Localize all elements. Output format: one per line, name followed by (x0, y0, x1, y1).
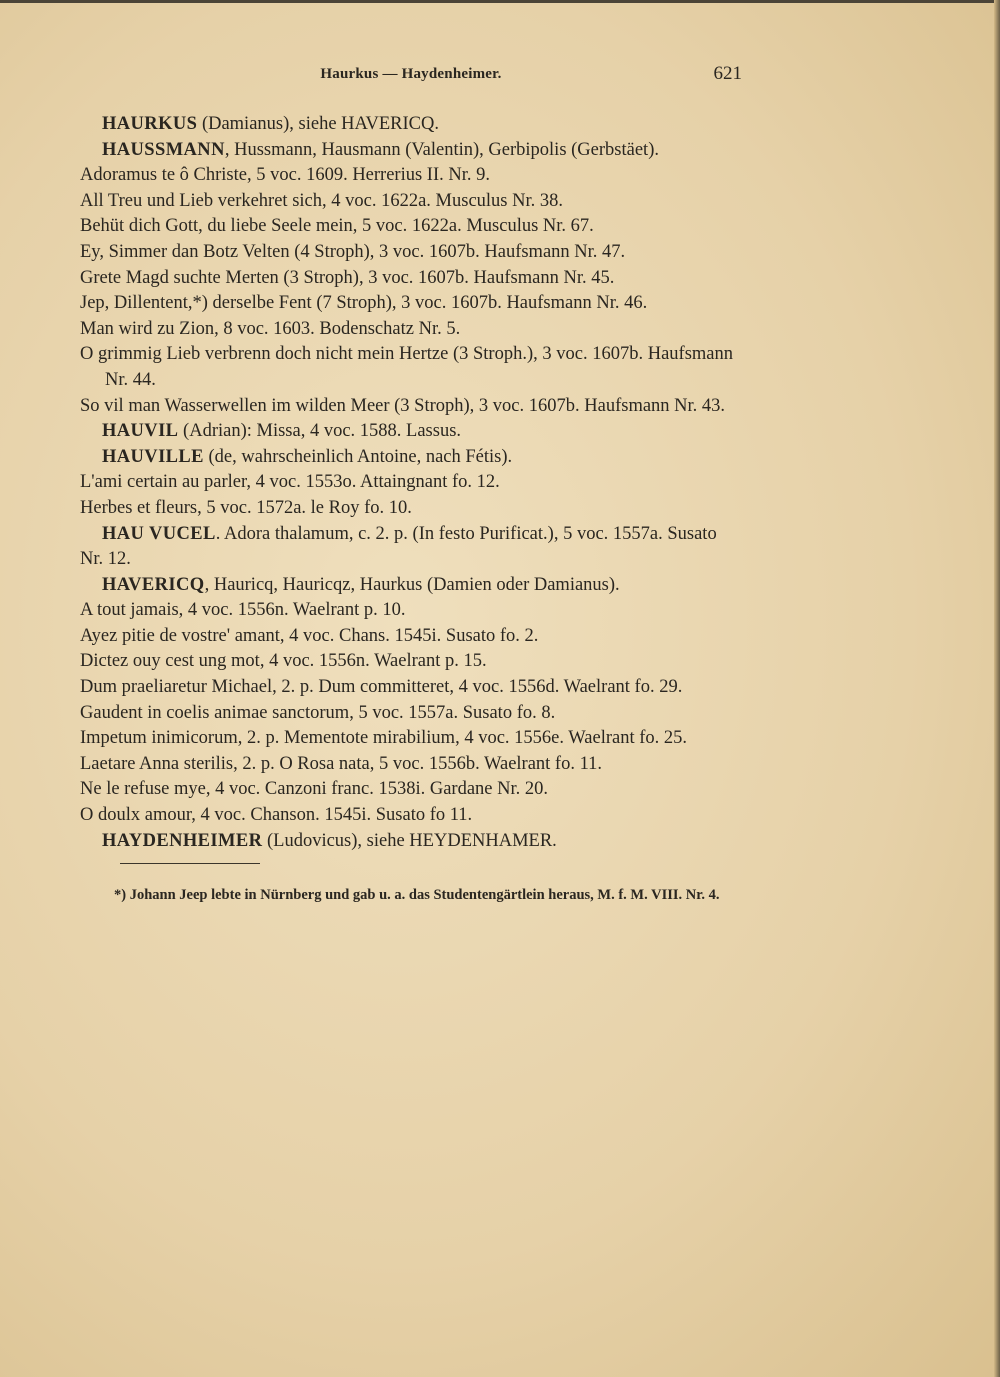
page-body (80, 112, 742, 906)
entry-hauvil (80, 419, 742, 445)
entry-text: (Damianus), siehe HAVERICQ. (197, 114, 439, 134)
work-entry: Dum praeliaretur Michael, 2. p. Dum committeret, 4 voc. 1556d. Waelrant fo. 29. (80, 677, 683, 698)
work-entry: All Treu und Lieb verkehret sich, 4 voc. 1622a. Musculus Nr. 38. (80, 190, 563, 211)
work-entry: Adoramus te ô Christe, 5 voc. 1609. Herrerius II. Nr. 9. (80, 165, 490, 186)
entry-name: HAURKUS (102, 114, 198, 134)
entry-text: (de, wahrscheinlich Antoine, nach Fétis). (203, 446, 513, 467)
work-entry: O grimmig Lieb verbrenn doch nicht mein Hertze (3 Stroph.), 3 voc. 1607b. Haufsmann Nr. 44. (80, 344, 733, 390)
work-entry: Ey, Simmer dan Botz Velten (4 Stroph), 3 voc. 1607b. Haufsmann Nr. 47. (80, 241, 626, 262)
entry-name: HAVERICQ (102, 574, 205, 595)
entry-text: . Adora thalamum, c. 2. p. (In festo Purificat.), 5 voc. 1557a. Susato Nr. 12. (80, 523, 717, 570)
entry-haussmann (80, 138, 742, 164)
work-entry: Gaudent in coelis animae sanctorum, 5 voc. 1557a. Susato fo. 8. (80, 702, 556, 723)
entry-text: , Hauricq, Hauricqz, Haurkus (Damien oder Damianus). (204, 574, 620, 595)
page-number: 621 (713, 63, 742, 84)
work-entry: O doulx amour, 4 voc. Chanson. 1545i. Susato fo 11. (80, 805, 473, 826)
entry-havericq (80, 573, 742, 599)
entry-text: (Ludovicus), siehe HEYDENHAMER. (262, 830, 557, 851)
running-title: Haurkus — Haydenheimer. (320, 66, 502, 82)
entry-hau-vucel (80, 522, 742, 573)
entry-text: , Hussmann, Hausmann (Valentin), Gerbipolis (Gerbstäet). (224, 139, 659, 160)
entry-hauville (80, 445, 742, 471)
work-entry: Jep, Dillentent,*) derselbe Fent (7 Stroph), 3 voc. 1607b. Haufsmann Nr. 46. (80, 293, 648, 314)
work-entry: L'ami certain au parler, 4 voc. 1553o. Attaingnant fo. 12. (80, 472, 500, 493)
work-entry: Man wird zu Zion, 8 voc. 1603. Bodenschatz Nr. 5. (80, 318, 461, 339)
entry-text: (Adrian): Missa, 4 voc. 1588. Lassus. (178, 421, 462, 442)
work-entry: Grete Magd suchte Merten (3 Stroph), 3 voc. 1607b. Haufsmann Nr. 45. (80, 267, 615, 288)
entry-name: HAU VUCEL (102, 523, 216, 544)
work-entry: Herbes et fleurs, 5 voc. 1572a. le Roy fo. 10. (80, 497, 412, 518)
work-entry: Ayez pitie de vostre' amant, 4 voc. Chans. 1545i. Susato fo. 2. (80, 625, 539, 646)
work-entry: Dictez ouy cest ung mot, 4 voc. 1556n. Waelrant p. 15. (80, 651, 487, 672)
work-entry: A tout jamais, 4 voc. 1556n. Waelrant p. 10. (80, 600, 406, 621)
work-entry: Laetare Anna sterilis, 2. p. O Rosa nata, 5 voc. 1556b. Waelrant fo. 11. (80, 753, 603, 774)
footnote-divider (120, 863, 260, 864)
footnote: *) Johann Jeep lebte in Nürnberg und gab u. a. das Studentengärtlein heraus, M. f. M. VIII. Nr. 4. (114, 887, 720, 904)
work-entry: Behüt dich Gott, du liebe Seele mein, 5 voc. 1622a. Musculus Nr. 67. (80, 216, 594, 237)
work-entry: Ne le refuse mye, 4 voc. Canzoni franc. 1538i. Gardane Nr. 20. (80, 779, 548, 800)
entry-haydenheimer (80, 829, 742, 855)
work-entry: Impetum inimicorum, 2. p. Mementote mirabilium, 4 voc. 1556e. Waelrant fo. 25. (80, 728, 688, 749)
entry-haurkus (80, 112, 742, 138)
entry-name: HAUSSMANN (102, 139, 225, 160)
entry-name: HAYDENHEIMER (102, 830, 263, 851)
page-top-edge (0, 0, 1000, 3)
work-entry: So vil man Wasserwellen im wilden Meer (3 Stroph), 3 voc. 1607b. Haufsmann Nr. 43. (80, 395, 726, 416)
entry-name: HAUVIL (102, 421, 179, 442)
entry-name: HAUVILLE (102, 446, 204, 467)
page-right-edge (994, 0, 1000, 1377)
page-header (80, 64, 742, 92)
